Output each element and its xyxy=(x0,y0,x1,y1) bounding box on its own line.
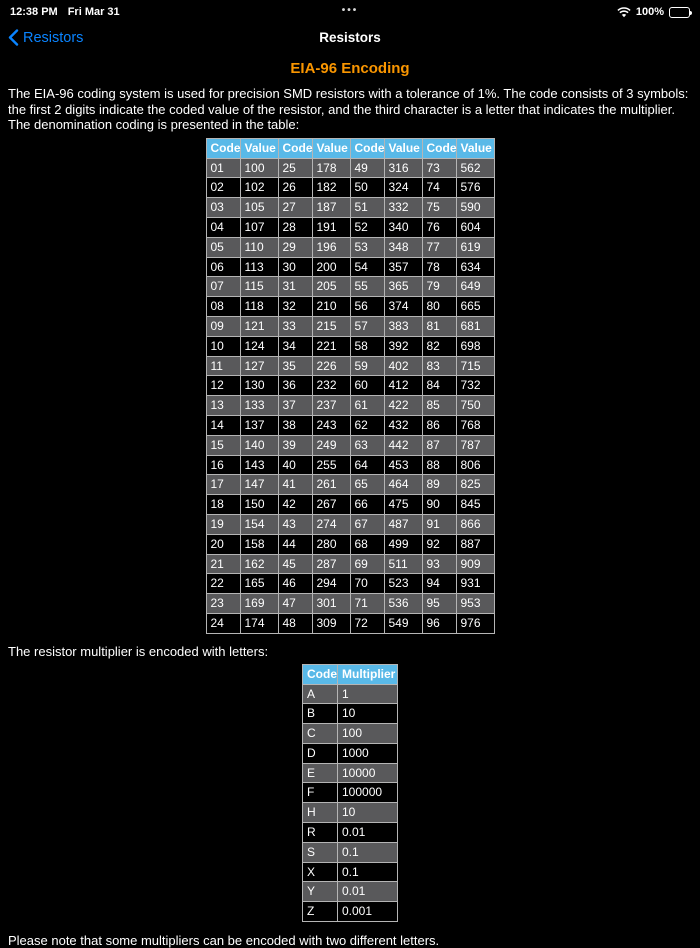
table-cell: 523 xyxy=(384,574,422,594)
table-cell: 27 xyxy=(278,198,312,218)
table-cell: 04 xyxy=(206,217,240,237)
table-cell: 768 xyxy=(456,415,494,435)
table-row xyxy=(206,316,494,336)
table-cell: 100000 xyxy=(338,783,398,803)
table-cell: 237 xyxy=(312,396,350,416)
table-cell: 143 xyxy=(240,455,278,475)
table-cell: 44 xyxy=(278,534,312,554)
table-cell: 12 xyxy=(206,376,240,396)
table-row xyxy=(303,724,398,744)
table-cell: 226 xyxy=(312,356,350,376)
table-cell: 10 xyxy=(338,803,398,823)
table-row xyxy=(303,684,398,704)
status-bar xyxy=(0,0,700,24)
table-cell: 732 xyxy=(456,376,494,396)
table-cell: 130 xyxy=(240,376,278,396)
table-cell: 42 xyxy=(278,495,312,515)
table-cell: 88 xyxy=(422,455,456,475)
table-cell: 70 xyxy=(350,574,384,594)
table-row xyxy=(206,455,494,475)
table-cell: 931 xyxy=(456,574,494,594)
date: Fri Mar 31 xyxy=(67,6,120,18)
table-row xyxy=(206,554,494,574)
table-cell: 294 xyxy=(312,574,350,594)
table-cell: 374 xyxy=(384,297,422,317)
table-cell: 887 xyxy=(456,534,494,554)
table-cell: 118 xyxy=(240,297,278,317)
table-cell: 357 xyxy=(384,257,422,277)
table-row xyxy=(206,534,494,554)
column-header: Multiplier xyxy=(338,664,398,684)
table-cell: 205 xyxy=(312,277,350,297)
table-row xyxy=(206,198,494,218)
table-cell: 03 xyxy=(206,198,240,218)
table-cell: 51 xyxy=(350,198,384,218)
table-cell: B xyxy=(303,704,338,724)
table-cell: 93 xyxy=(422,554,456,574)
table-row xyxy=(303,783,398,803)
intro-paragraph: The EIA-96 coding system is used for precision SMD resistors with a tolerance of 1%. The code consists of 3 symbols: the first 2 digits indicate the coded value of the resistor, and the third character is a letter that indicates the multiplier. The denomination coding is presented in the table: xyxy=(8,86,689,133)
table-cell: 39 xyxy=(278,435,312,455)
table-cell: 75 xyxy=(422,198,456,218)
header-row xyxy=(206,138,494,158)
table-cell: 59 xyxy=(350,356,384,376)
table-cell: 20 xyxy=(206,534,240,554)
table-cell: 26 xyxy=(278,178,312,198)
table-cell: 33 xyxy=(278,316,312,336)
table-cell: 274 xyxy=(312,514,350,534)
table-cell: 665 xyxy=(456,297,494,317)
table-cell: 46 xyxy=(278,574,312,594)
table-cell: 412 xyxy=(384,376,422,396)
table-cell: 806 xyxy=(456,455,494,475)
table-cell: 475 xyxy=(384,495,422,515)
header-row xyxy=(303,664,398,684)
table-row xyxy=(303,882,398,902)
table-cell: 681 xyxy=(456,316,494,336)
table-cell: 79 xyxy=(422,277,456,297)
table-row xyxy=(206,475,494,495)
table-cell: 309 xyxy=(312,613,350,633)
table-cell: 127 xyxy=(240,356,278,376)
table-cell: 255 xyxy=(312,455,350,475)
table-cell: 90 xyxy=(422,495,456,515)
table-cell: Z xyxy=(303,902,338,922)
table-cell: 549 xyxy=(384,613,422,633)
table-cell: F xyxy=(303,783,338,803)
column-header: Value xyxy=(456,138,494,158)
back-button[interactable] xyxy=(8,24,83,51)
table-cell: 576 xyxy=(456,178,494,198)
table-cell: 976 xyxy=(456,613,494,633)
table-cell: 53 xyxy=(350,237,384,257)
table-cell: 332 xyxy=(384,198,422,218)
table-cell: 65 xyxy=(350,475,384,495)
footnote-paragraph: Please note that some multipliers can be encoded with two different letters. xyxy=(8,933,440,948)
table-cell: 392 xyxy=(384,336,422,356)
table-row xyxy=(303,862,398,882)
table-cell: 23 xyxy=(206,594,240,614)
table-cell: 154 xyxy=(240,514,278,534)
table-cell: 487 xyxy=(384,514,422,534)
table-cell: 91 xyxy=(422,514,456,534)
table-cell: 50 xyxy=(350,178,384,198)
table-cell: 73 xyxy=(422,158,456,178)
table-cell: 133 xyxy=(240,396,278,416)
table-cell: 16 xyxy=(206,455,240,475)
table-cell: 210 xyxy=(312,297,350,317)
table-cell: 87 xyxy=(422,435,456,455)
column-header: Code xyxy=(206,138,240,158)
column-header: Code xyxy=(350,138,384,158)
battery-icon xyxy=(669,7,690,18)
section-heading: EIA-96 Encoding xyxy=(290,60,410,77)
table-cell: 61 xyxy=(350,396,384,416)
table-row xyxy=(206,178,494,198)
table-cell: 165 xyxy=(240,574,278,594)
table-cell: 0.1 xyxy=(338,862,398,882)
table-row xyxy=(303,763,398,783)
table-cell: 649 xyxy=(456,277,494,297)
table-cell: 590 xyxy=(456,198,494,218)
table-cell: 453 xyxy=(384,455,422,475)
table-cell: X xyxy=(303,862,338,882)
eia96-value-table xyxy=(206,138,495,634)
table-cell: 102 xyxy=(240,178,278,198)
table-cell: 83 xyxy=(422,356,456,376)
table-cell: 301 xyxy=(312,594,350,614)
table-cell: 825 xyxy=(456,475,494,495)
table-cell: 787 xyxy=(456,435,494,455)
table-row xyxy=(206,396,494,416)
table-cell: 49 xyxy=(350,158,384,178)
table-cell: 536 xyxy=(384,594,422,614)
table-cell: 66 xyxy=(350,495,384,515)
column-header: Code xyxy=(278,138,312,158)
table-cell: 442 xyxy=(384,435,422,455)
table-cell: 464 xyxy=(384,475,422,495)
table-row xyxy=(206,336,494,356)
table-row xyxy=(206,415,494,435)
table-cell: 200 xyxy=(312,257,350,277)
table-row xyxy=(303,704,398,724)
table-cell: 1 xyxy=(338,684,398,704)
table-cell: 08 xyxy=(206,297,240,317)
table-cell: 28 xyxy=(278,217,312,237)
table-cell: 56 xyxy=(350,297,384,317)
table-cell: 158 xyxy=(240,534,278,554)
table-cell: 06 xyxy=(206,257,240,277)
table-cell: 32 xyxy=(278,297,312,317)
chevron-left-icon xyxy=(8,29,19,46)
table-cell: 77 xyxy=(422,237,456,257)
table-cell: 85 xyxy=(422,396,456,416)
table-cell: 140 xyxy=(240,435,278,455)
table-cell: 432 xyxy=(384,415,422,435)
table-cell: 121 xyxy=(240,316,278,336)
table-cell: 604 xyxy=(456,217,494,237)
table-cell: 01 xyxy=(206,158,240,178)
column-header: Code xyxy=(422,138,456,158)
table-cell: 58 xyxy=(350,336,384,356)
navigation-bar xyxy=(0,24,700,51)
table-cell: 86 xyxy=(422,415,456,435)
table-row xyxy=(303,803,398,823)
clock: 12:38 PM xyxy=(10,6,58,18)
page-title: Resistors xyxy=(319,30,381,45)
table-row xyxy=(303,823,398,843)
table-cell: 34 xyxy=(278,336,312,356)
table-cell: 43 xyxy=(278,514,312,534)
table-cell: 54 xyxy=(350,257,384,277)
table-cell: 187 xyxy=(312,198,350,218)
table-cell: 383 xyxy=(384,316,422,336)
table-cell: 80 xyxy=(422,297,456,317)
table-cell: 31 xyxy=(278,277,312,297)
column-header: Value xyxy=(312,138,350,158)
table-cell: 150 xyxy=(240,495,278,515)
table-row xyxy=(206,158,494,178)
battery-percent: 100% xyxy=(635,6,664,18)
table-cell: 267 xyxy=(312,495,350,515)
table-cell: 0.001 xyxy=(338,902,398,922)
table-row xyxy=(206,495,494,515)
table-cell: 953 xyxy=(456,594,494,614)
table-cell: 0.01 xyxy=(338,823,398,843)
table-cell: 316 xyxy=(384,158,422,178)
table-cell: 37 xyxy=(278,396,312,416)
table-cell: 95 xyxy=(422,594,456,614)
table-cell: 81 xyxy=(422,316,456,336)
table-row xyxy=(206,574,494,594)
table-cell: 09 xyxy=(206,316,240,336)
table-cell: R xyxy=(303,823,338,843)
table-cell: 22 xyxy=(206,574,240,594)
table-cell: A xyxy=(303,684,338,704)
column-header: Value xyxy=(384,138,422,158)
table-cell: E xyxy=(303,763,338,783)
table-cell: 162 xyxy=(240,554,278,574)
table-row xyxy=(206,237,494,257)
table-cell: S xyxy=(303,842,338,862)
table-cell: 698 xyxy=(456,336,494,356)
table-cell: 21 xyxy=(206,554,240,574)
table-cell: 24 xyxy=(206,613,240,633)
table-cell: 10 xyxy=(338,704,398,724)
table-row xyxy=(206,514,494,534)
multiplier-note: The resistor multiplier is encoded with letters: xyxy=(8,643,269,659)
table-cell: 174 xyxy=(240,613,278,633)
table-cell: 64 xyxy=(350,455,384,475)
table-cell: 25 xyxy=(278,158,312,178)
column-header: Code xyxy=(303,664,338,684)
table-cell: 92 xyxy=(422,534,456,554)
table-cell: 221 xyxy=(312,336,350,356)
table-cell: 15 xyxy=(206,435,240,455)
table-cell: 41 xyxy=(278,475,312,495)
table-cell: 74 xyxy=(422,178,456,198)
table-cell: 55 xyxy=(350,277,384,297)
table-cell: 113 xyxy=(240,257,278,277)
table-cell: 422 xyxy=(384,396,422,416)
table-cell: 107 xyxy=(240,217,278,237)
table-cell: 261 xyxy=(312,475,350,495)
table-cell: 562 xyxy=(456,158,494,178)
table-cell: 1000 xyxy=(338,743,398,763)
table-cell: 215 xyxy=(312,316,350,336)
back-button-label: Resistors xyxy=(23,29,84,46)
table-cell: 40 xyxy=(278,455,312,475)
table-cell: 69 xyxy=(350,554,384,574)
table-cell: D xyxy=(303,743,338,763)
table-cell: 0.1 xyxy=(338,842,398,862)
table-cell: 100 xyxy=(338,724,398,744)
table-cell: 96 xyxy=(422,613,456,633)
table-cell: H xyxy=(303,803,338,823)
table-cell: 30 xyxy=(278,257,312,277)
table-row xyxy=(206,376,494,396)
table-cell: 619 xyxy=(456,237,494,257)
table-cell: 47 xyxy=(278,594,312,614)
table-cell: 07 xyxy=(206,277,240,297)
table-cell: 110 xyxy=(240,237,278,257)
table-cell: 909 xyxy=(456,554,494,574)
table-row xyxy=(206,217,494,237)
table-cell: 866 xyxy=(456,514,494,534)
table-cell: 19 xyxy=(206,514,240,534)
table-cell: 63 xyxy=(350,435,384,455)
table-cell: 124 xyxy=(240,336,278,356)
table-cell: 845 xyxy=(456,495,494,515)
column-header: Value xyxy=(240,138,278,158)
table-cell: 62 xyxy=(350,415,384,435)
table-cell: 10000 xyxy=(338,763,398,783)
table-cell: 243 xyxy=(312,415,350,435)
table-cell: 78 xyxy=(422,257,456,277)
table-cell: 94 xyxy=(422,574,456,594)
table-cell: 05 xyxy=(206,237,240,257)
table-cell: 232 xyxy=(312,376,350,396)
table-cell: 750 xyxy=(456,396,494,416)
table-cell: 68 xyxy=(350,534,384,554)
table-cell: 57 xyxy=(350,316,384,336)
table-cell: 11 xyxy=(206,356,240,376)
table-cell: 45 xyxy=(278,554,312,574)
table-cell: 100 xyxy=(240,158,278,178)
table-row xyxy=(206,435,494,455)
table-cell: 499 xyxy=(384,534,422,554)
table-cell: 76 xyxy=(422,217,456,237)
table-cell: 182 xyxy=(312,178,350,198)
table-cell: 38 xyxy=(278,415,312,435)
table-cell: 280 xyxy=(312,534,350,554)
table-row xyxy=(206,297,494,317)
table-row xyxy=(206,277,494,297)
table-cell: 634 xyxy=(456,257,494,277)
multiplier-table xyxy=(302,664,398,922)
table-cell: 196 xyxy=(312,237,350,257)
table-row xyxy=(206,594,494,614)
table-cell: 72 xyxy=(350,613,384,633)
table-row xyxy=(206,356,494,376)
table-cell: 178 xyxy=(312,158,350,178)
table-cell: 89 xyxy=(422,475,456,495)
table-cell: 715 xyxy=(456,356,494,376)
table-cell: 48 xyxy=(278,613,312,633)
table-cell: 82 xyxy=(422,336,456,356)
table-row xyxy=(206,613,494,633)
table-cell: 191 xyxy=(312,217,350,237)
table-cell: Y xyxy=(303,882,338,902)
table-cell: C xyxy=(303,724,338,744)
table-cell: 365 xyxy=(384,277,422,297)
table-cell: 249 xyxy=(312,435,350,455)
table-cell: 52 xyxy=(350,217,384,237)
table-row xyxy=(206,257,494,277)
table-cell: 14 xyxy=(206,415,240,435)
table-row xyxy=(303,842,398,862)
table-cell: 169 xyxy=(240,594,278,614)
table-cell: 402 xyxy=(384,356,422,376)
table-row xyxy=(303,743,398,763)
table-cell: 115 xyxy=(240,277,278,297)
table-cell: 67 xyxy=(350,514,384,534)
table-cell: 02 xyxy=(206,178,240,198)
table-cell: 71 xyxy=(350,594,384,614)
table-cell: 13 xyxy=(206,396,240,416)
table-cell: 60 xyxy=(350,376,384,396)
multitasking-indicator[interactable]: ••• xyxy=(341,5,359,16)
table-cell: 324 xyxy=(384,178,422,198)
table-cell: 137 xyxy=(240,415,278,435)
table-cell: 147 xyxy=(240,475,278,495)
table-row xyxy=(303,902,398,922)
table-cell: 105 xyxy=(240,198,278,218)
table-cell: 17 xyxy=(206,475,240,495)
table-cell: 35 xyxy=(278,356,312,376)
table-cell: 10 xyxy=(206,336,240,356)
table-cell: 0.01 xyxy=(338,882,398,902)
table-cell: 511 xyxy=(384,554,422,574)
table-cell: 84 xyxy=(422,376,456,396)
table-cell: 348 xyxy=(384,237,422,257)
table-cell: 340 xyxy=(384,217,422,237)
table-cell: 287 xyxy=(312,554,350,574)
table-cell: 36 xyxy=(278,376,312,396)
table-cell: 29 xyxy=(278,237,312,257)
table-cell: 18 xyxy=(206,495,240,515)
